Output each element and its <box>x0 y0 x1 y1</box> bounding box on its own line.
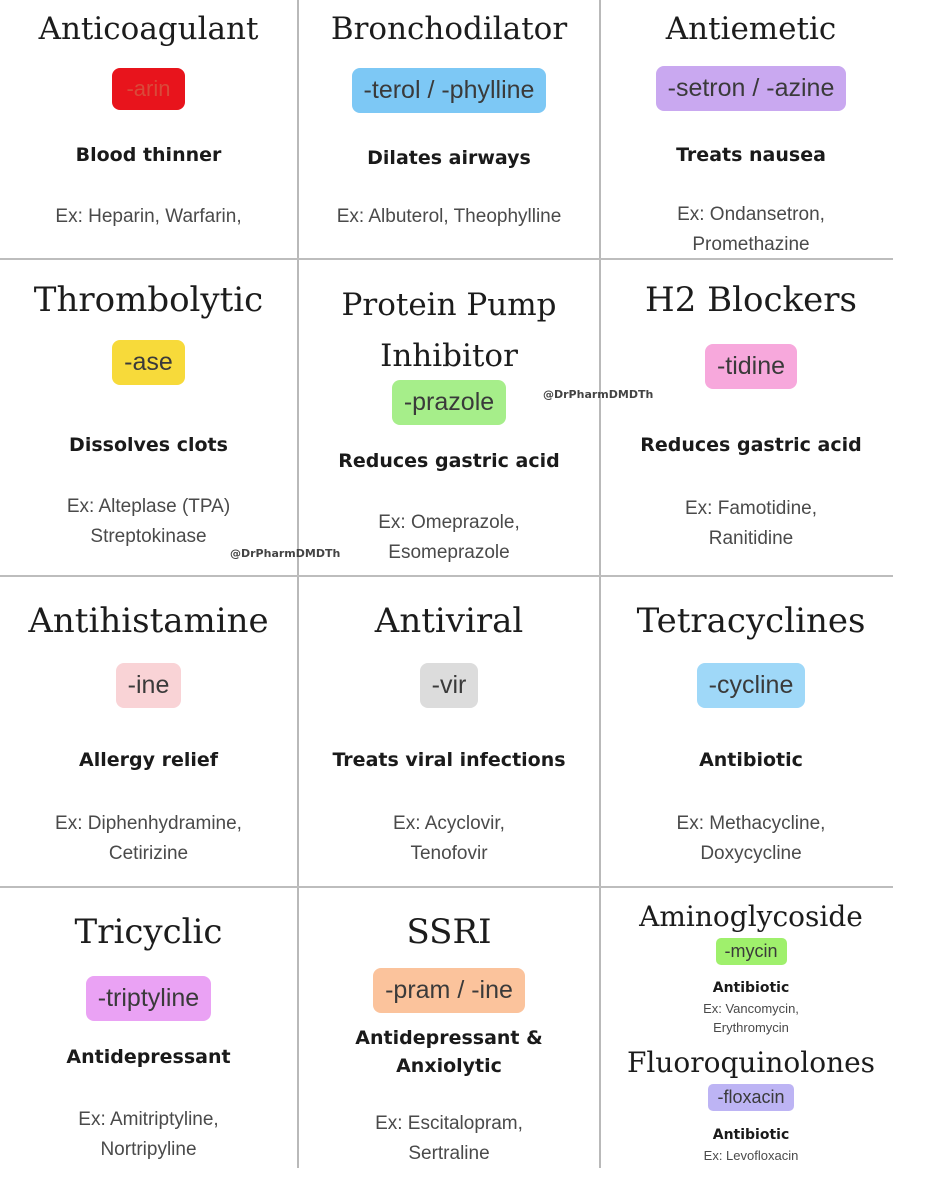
example-line: Ranitidine <box>708 528 794 550</box>
card-title: Thrombolytic <box>33 280 264 320</box>
card-title: Tetracyclines <box>636 601 866 641</box>
card-tricyclic <box>0 888 297 1178</box>
card-description-aminoglycoside: Antibiotic <box>712 980 790 996</box>
example-line: Ex: Escitalopram, <box>375 1113 523 1134</box>
card-title: Anticoagulant <box>38 11 259 47</box>
card-example <box>601 200 901 261</box>
example-line: Ex: Ondansetron, <box>677 204 825 225</box>
card-aminoglycoside-fluoroquinolones <box>601 888 901 1178</box>
card-example <box>299 508 599 569</box>
example-line: Ex: Methacycline, <box>676 813 826 834</box>
example-line: Nortripyline <box>100 1139 197 1161</box>
suffix-badge: -cycline <box>697 663 806 708</box>
card-title: SSRI <box>406 912 492 952</box>
watermark-middle: @DrPharmDMDTh <box>230 547 341 560</box>
card-description: Reduces gastric acid <box>640 434 862 456</box>
description-line: Antidepressant & <box>355 1027 543 1049</box>
example-line: Ex: Vancomycin, <box>703 1001 799 1016</box>
card-example-fluoroquinolones <box>601 1147 901 1166</box>
suffix-badge: -pram / -ine <box>373 968 525 1013</box>
card-title: Antiviral <box>374 601 524 641</box>
card-title: Bronchodilator <box>330 11 568 47</box>
card-description: Dissolves clots <box>69 434 228 456</box>
card-description: Dilates airways <box>367 147 531 169</box>
example-line: Ex: Acyclovir, <box>393 813 505 834</box>
card-antiviral <box>299 577 599 886</box>
card-title <box>299 280 599 382</box>
suffix-badge: -vir <box>420 663 479 708</box>
example-line: Cetirizine <box>108 843 189 865</box>
example-line: Promethazine <box>692 234 810 256</box>
example-line: Esomeprazole <box>388 542 510 564</box>
card-description: Allergy relief <box>78 749 219 771</box>
card-description: Blood thinner <box>75 144 222 166</box>
card-ssri <box>299 888 599 1178</box>
card-bronchodilator <box>299 0 599 258</box>
suffix-badge: -arin <box>112 68 184 110</box>
card-description: Antidepressant <box>66 1046 231 1068</box>
example-line: Ex: Alteplase (TPA) <box>66 496 231 517</box>
card-title-aminoglycoside: Aminoglycoside <box>639 900 863 933</box>
example-line: Sertraline <box>408 1143 490 1165</box>
card-description: Treats nausea <box>676 144 826 166</box>
card-title: Tricyclic <box>74 912 223 952</box>
card-description <box>299 1025 599 1080</box>
example-line: Ex: Levofloxacin <box>703 1148 799 1163</box>
card-title: H2 Blockers <box>645 280 857 320</box>
card-description: Treats viral infections <box>332 749 566 771</box>
card-example <box>0 1105 297 1166</box>
example-line: Ex: Diphenhydramine, <box>55 813 242 834</box>
card-h2-blockers <box>601 260 901 575</box>
card-example <box>299 1109 599 1170</box>
card-example <box>0 492 297 553</box>
card-example: Ex: Heparin, Warfarin, <box>55 206 242 227</box>
suffix-badge: -ine <box>116 663 182 708</box>
title-line: Protein Pump <box>341 287 557 323</box>
card-description: Antibiotic <box>699 749 803 771</box>
example-line: Ex: Amitriptyline, <box>78 1109 219 1130</box>
description-line: Anxiolytic <box>396 1054 502 1077</box>
suffix-badge: -terol / -phylline <box>352 68 547 113</box>
title-line: Inhibitor <box>380 338 518 375</box>
card-description-fluoroquinolones: Antibiotic <box>712 1127 790 1143</box>
card-example <box>0 809 297 870</box>
card-protein-pump-inhibitor <box>299 260 599 575</box>
card-example <box>601 494 901 555</box>
card-title: Antihistamine <box>28 601 269 641</box>
card-example <box>299 809 599 870</box>
card-antihistamine <box>0 577 297 886</box>
suffix-badge: -triptyline <box>86 976 211 1021</box>
example-line: Tenofovir <box>410 843 488 865</box>
card-title: Antiemetic <box>665 11 837 47</box>
card-description: Reduces gastric acid <box>338 450 560 472</box>
suffix-badge: -tidine <box>705 344 797 389</box>
card-title-fluoroquinolones: Fluoroquinolones <box>626 1046 876 1079</box>
example-line: Ex: Omeprazole, <box>378 512 520 533</box>
card-tetracyclines <box>601 577 901 886</box>
example-line: Streptokinase <box>90 526 207 548</box>
watermark-top: @DrPharmDMDTh <box>543 388 654 401</box>
suffix-badge-floxacin: -floxacin <box>708 1084 793 1111</box>
card-example: Ex: Albuterol, Theophylline <box>336 206 562 227</box>
suffix-badge: -setron / -azine <box>656 66 847 111</box>
card-example <box>601 809 901 870</box>
card-anticoagulant <box>0 0 297 258</box>
suffix-badge-mycin: -mycin <box>716 938 787 965</box>
card-antiemetic <box>601 0 901 258</box>
suffix-badge: -ase <box>112 340 185 385</box>
suffix-badge: -prazole <box>392 380 506 425</box>
example-line: Erythromycin <box>713 1019 789 1035</box>
card-thrombolytic <box>0 260 297 575</box>
example-line: Doxycycline <box>700 843 802 865</box>
example-line: Ex: Famotidine, <box>685 498 817 519</box>
card-example-aminoglycoside <box>601 1000 901 1038</box>
